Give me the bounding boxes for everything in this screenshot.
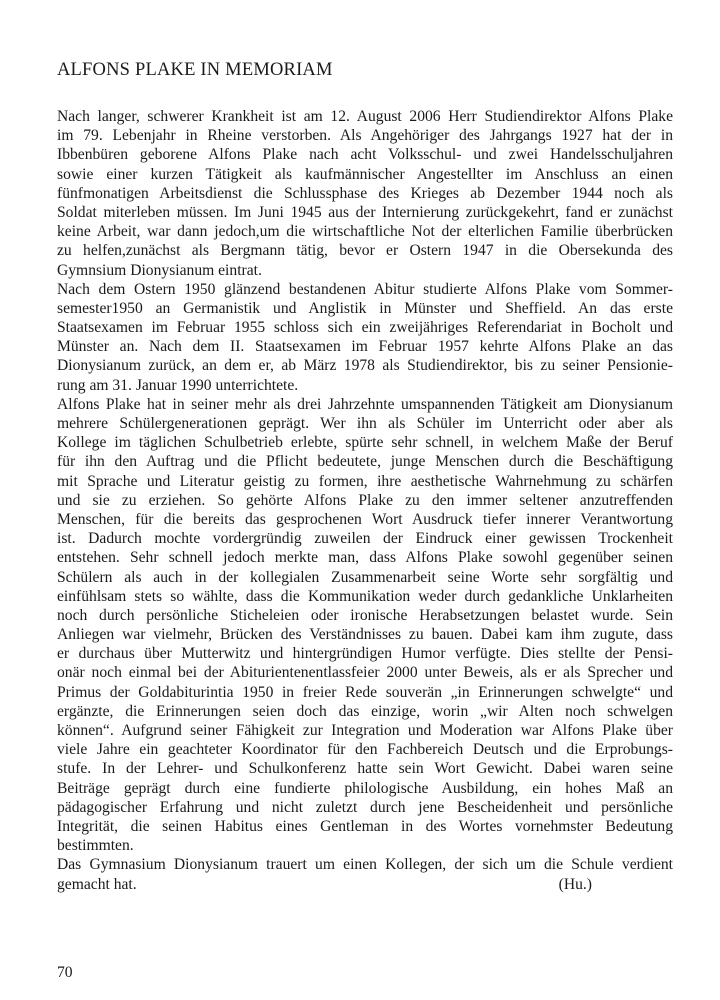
- paragraph-2: [57, 280, 673, 395]
- text-line: mehrere Schülergenerationen geprägt. Wer ihn als Schüler im Unterricht oder aber als: [57, 415, 673, 432]
- page-number: 70: [57, 964, 73, 981]
- text-line: Nach dem Ostern 1950 glänzend bestandenen Abitur studierte Alfons Plake vom Sommer-: [57, 280, 673, 298]
- text-line: Beiträge geprägt durch eine fundierte philologische Ausbildung, ein hohes Maß an: [57, 779, 673, 797]
- text-line: mit Sprache und Literatur geistig zu formen, ihre aesthetische Wahrnehmung zu schärfen: [57, 472, 673, 490]
- text-line: rung am 31. Januar 1990 unterrichtete.: [57, 376, 299, 394]
- text-line: im 79. Lebenjahr in Rheine verstorben. Als Angehöriger des Jahrgangs 1927 hat der in: [57, 127, 673, 145]
- text-line: Münster an. Nach dem II. Staatsexamen im Februar 1957 kehrte Alfons Plake an das: [57, 338, 673, 356]
- text-line: er durchaus über Mutterwitz und hintergründigen Humor verfügte. Dies stellte der Pensi-: [57, 645, 673, 663]
- text-line: Soldat miterleben müssen. Im Juni 1945 aus der Internierung zurückgekehrt, fand er zunächst: [57, 203, 673, 221]
- text-line: Dionysianum zurück, an dem er, ab März 1978 als Studiendirektor, bis zu seiner Pensionie-: [57, 357, 673, 375]
- text-line: Integrität, die seinen Habitus eines Gentleman in des Wortes vornehmster Bedeutung: [57, 817, 673, 835]
- text-line: semester1950 an Germanistik und Anglistik in Münster und Sheffield. An das erste: [57, 299, 673, 317]
- text-line: Staatsexamen im Februar 1955 schloss sich ein zweijähriges Referendariat in Bocholt und: [57, 319, 673, 337]
- text-line: Primus der Goldabiturintia 1950 in freier Rede souverän „in Erinnerungen schwelgte“ und: [57, 683, 673, 701]
- text-line: Gymnsium Dionysianum eintrat.: [57, 261, 262, 279]
- text-line: für ihn den Auftrag und die Pflicht bedeutete, junge Menschen durch die Beschäftigung: [57, 453, 673, 471]
- text-line: stufe. In der Lehrer- und Schulkonferenz hatte sein Wort Gewicht. Dabei waren seine: [57, 760, 673, 778]
- text-line: ergänzte, die Erinnerungen seien doch das einzige, worin „wir Alten noch schwelgen: [57, 702, 673, 720]
- text-line: und sie zu erziehen. So gehörte Alfons Plake zu den immer seltener anzutreffenden: [57, 491, 673, 509]
- text-line: zu helfen,zunächst als Bergmann tätig, bevor er Ostern 1947 in die Obersekunda des: [57, 242, 673, 260]
- text-line: können“. Aufgrund seiner Fähigkeit zur Integration und Moderation war Alfons Plake über: [57, 722, 673, 739]
- text-line: Nach langer, schwerer Krankheit ist am 12. August 2006 Herr Studiendirektor Alfons Plake: [57, 108, 673, 125]
- author-signature: (Hu.): [558, 875, 592, 893]
- text-line: Kollege im täglichen Schulbetrieb erlebte, spürte sehr schnell, in welchem Maße der Beruf: [57, 434, 673, 452]
- text-line: Alfons Plake hat in seiner mehr als drei Jahrzehnte umspannenden Tätigkeit am Dionysianum: [57, 395, 673, 413]
- closing-final-row: [57, 875, 673, 894]
- text-line: pädagogischer Erfahrung und nicht zuletzt durch jene Bescheidenheit und persönliche: [57, 798, 673, 816]
- text-line: Ibbenbüren geborene Alfons Plake nach acht Volksschul- und zwei Handelsschuljahren: [57, 146, 673, 164]
- closing-line: Das Gymnasium Dionysianum trauert um einen Kollegen, der sich um die Schule verdient: [57, 856, 673, 874]
- text-line: ist. Dadurch mochte vordergründig zuweilen der Eindruck einer gewissen Trockenheit: [57, 530, 673, 548]
- text-line: fünfmonatigen Arbeitsdienst die Schlussphase des Krieges ab Dezember 1944 noch als: [57, 184, 673, 202]
- article-body: [57, 107, 673, 894]
- text-line: Menschen, für die bereits das gesprochenen Wort Ausdruck tiefer innerer Verantwortung: [57, 510, 673, 528]
- text-line: noch durch persönliche Sticheleien oder ironische Herabsetzungen belastet wurde. Sein: [57, 606, 673, 624]
- text-line: bestimmten.: [57, 837, 134, 855]
- page-title: ALFONS PLAKE IN MEMORIAM: [57, 60, 333, 80]
- closing-last-line: gemacht hat.: [57, 875, 137, 893]
- text-line: viele Jahre ein geachteter Koordinator für den Fachbereich Deutsch und die Erprobungs-: [57, 741, 673, 759]
- closing-paragraph: [57, 855, 673, 893]
- paragraph-3: [57, 395, 673, 856]
- text-line: Anliegen war vielmehr, Brücken des Verständnisses zu bauen. Dabei kam ihm zugute, dass: [57, 626, 673, 644]
- text-line: Schülern als auch in der kollegialen Zusammenarbeit seine Worte sehr sorgfältig und: [57, 568, 673, 586]
- text-line: keine Arbeit, war dann jedoch,um die wirtschaftliche Not der elterlichen Familie überbrücken: [57, 223, 673, 241]
- text-line: einfühlsam stets so wählte, dass die Kommunikation weder durch gedankliche Unklarheiten: [57, 587, 673, 605]
- text-line: sowie einer kurzen Tätigkeit als kaufmännischer Angestellter im Anschluss an einen: [57, 165, 673, 183]
- text-line: onär noch einmal bei der Abiturientenentlassfeier 2000 unter Beweis, als er als Sprecher und: [57, 664, 673, 682]
- text-line: entstehen. Sehr schnell jedoch merkte man, dass Alfons Plake sowohl gegenüber seinen: [57, 549, 673, 567]
- paragraph-1: [57, 107, 673, 280]
